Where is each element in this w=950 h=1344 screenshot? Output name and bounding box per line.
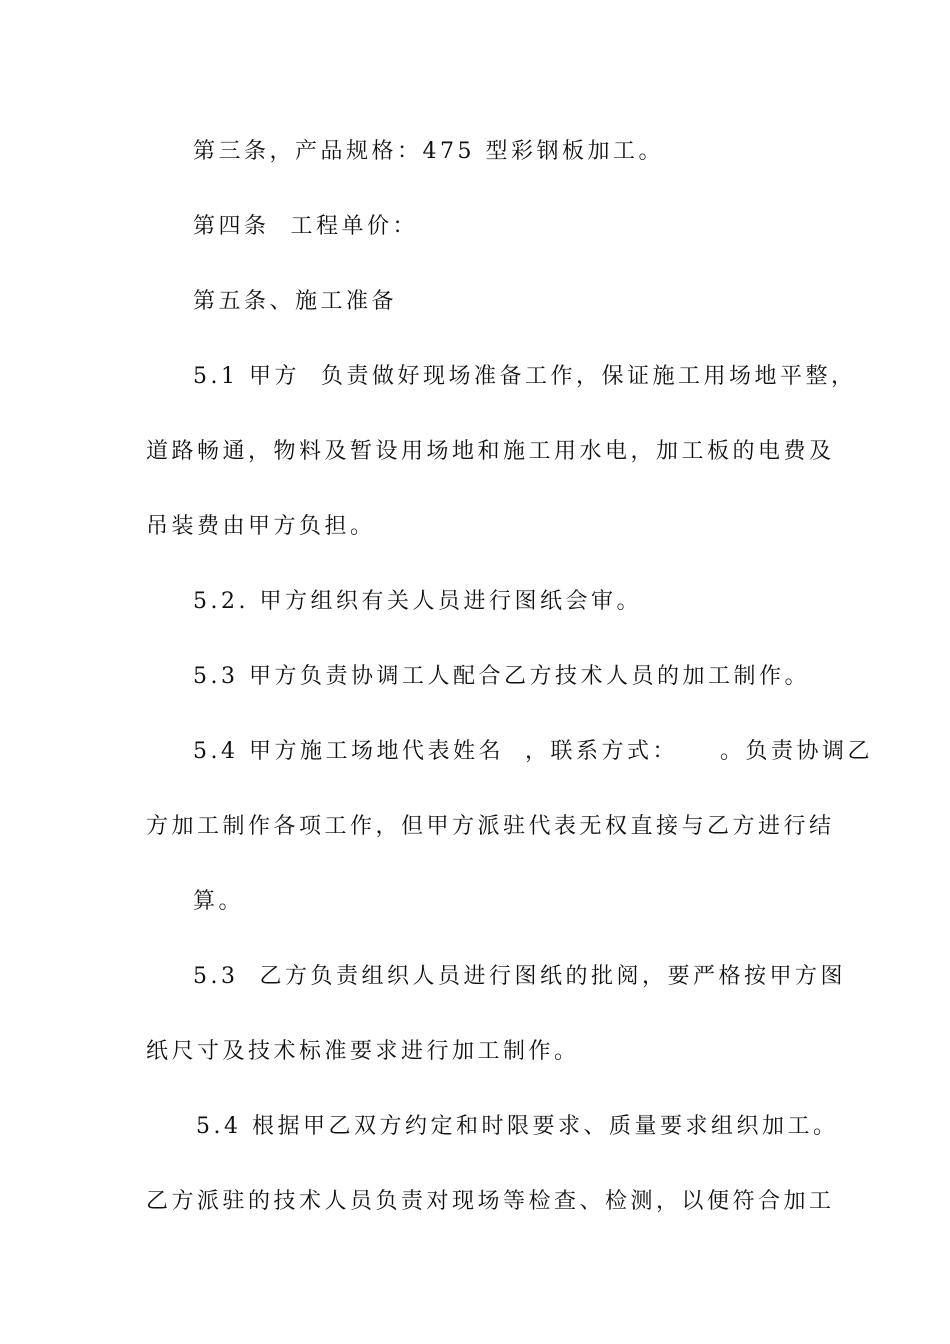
paragraph-5-4-party-b-line-2: 乙方派驻的技术人员负责对现场等检查、检测，以便符合加工 <box>146 1189 835 1214</box>
paragraph-5-4-party-a-line-1: 5.4 甲方施工场地代表姓名 ，联系方式： 。负责协调乙 <box>193 739 873 764</box>
paragraph-5-3-party-b-line-1: 5.3 乙方负责组织人员进行图纸的批阅，要严格按甲方图 <box>193 964 846 989</box>
paragraph-5-4-party-a-line-3: 算。 <box>193 889 245 914</box>
paragraph-5-4-party-b-line-1: 5.4 根据甲乙双方约定和时限要求、质量要求组织加工。 <box>196 1114 839 1139</box>
paragraph-5-1-line-1: 5.1 甲方 负责做好现场准备工作，保证施工用场地平整， <box>193 364 857 389</box>
paragraph-5-2: 5.2. 甲方组织有关人员进行图纸会审。 <box>193 589 642 614</box>
paragraph-5-4-party-a-line-2: 方加工制作各项工作，但甲方派驻代表无权直接与乙方进行结 <box>146 814 835 839</box>
paragraph-5-3-party-a: 5.3 甲方负责协调工人配合乙方技术人员的加工制作。 <box>193 664 810 689</box>
clause-5-construction-prep: 第五条、施工准备 <box>193 289 398 314</box>
paragraph-5-1-line-3: 吊装费由甲方负担。 <box>146 514 376 539</box>
clause-4-unit-price: 第四条 工程单价： <box>193 214 418 239</box>
clause-3-product-spec: 第三条，产品规格：475 型彩钢板加工。 <box>193 139 664 164</box>
paragraph-5-3-party-b-line-2: 纸尺寸及技术标准要求进行加工制作。 <box>146 1039 580 1064</box>
paragraph-5-1-line-2: 道路畅通，物料及暂设用场地和施工用水电，加工板的电费及 <box>146 439 835 464</box>
